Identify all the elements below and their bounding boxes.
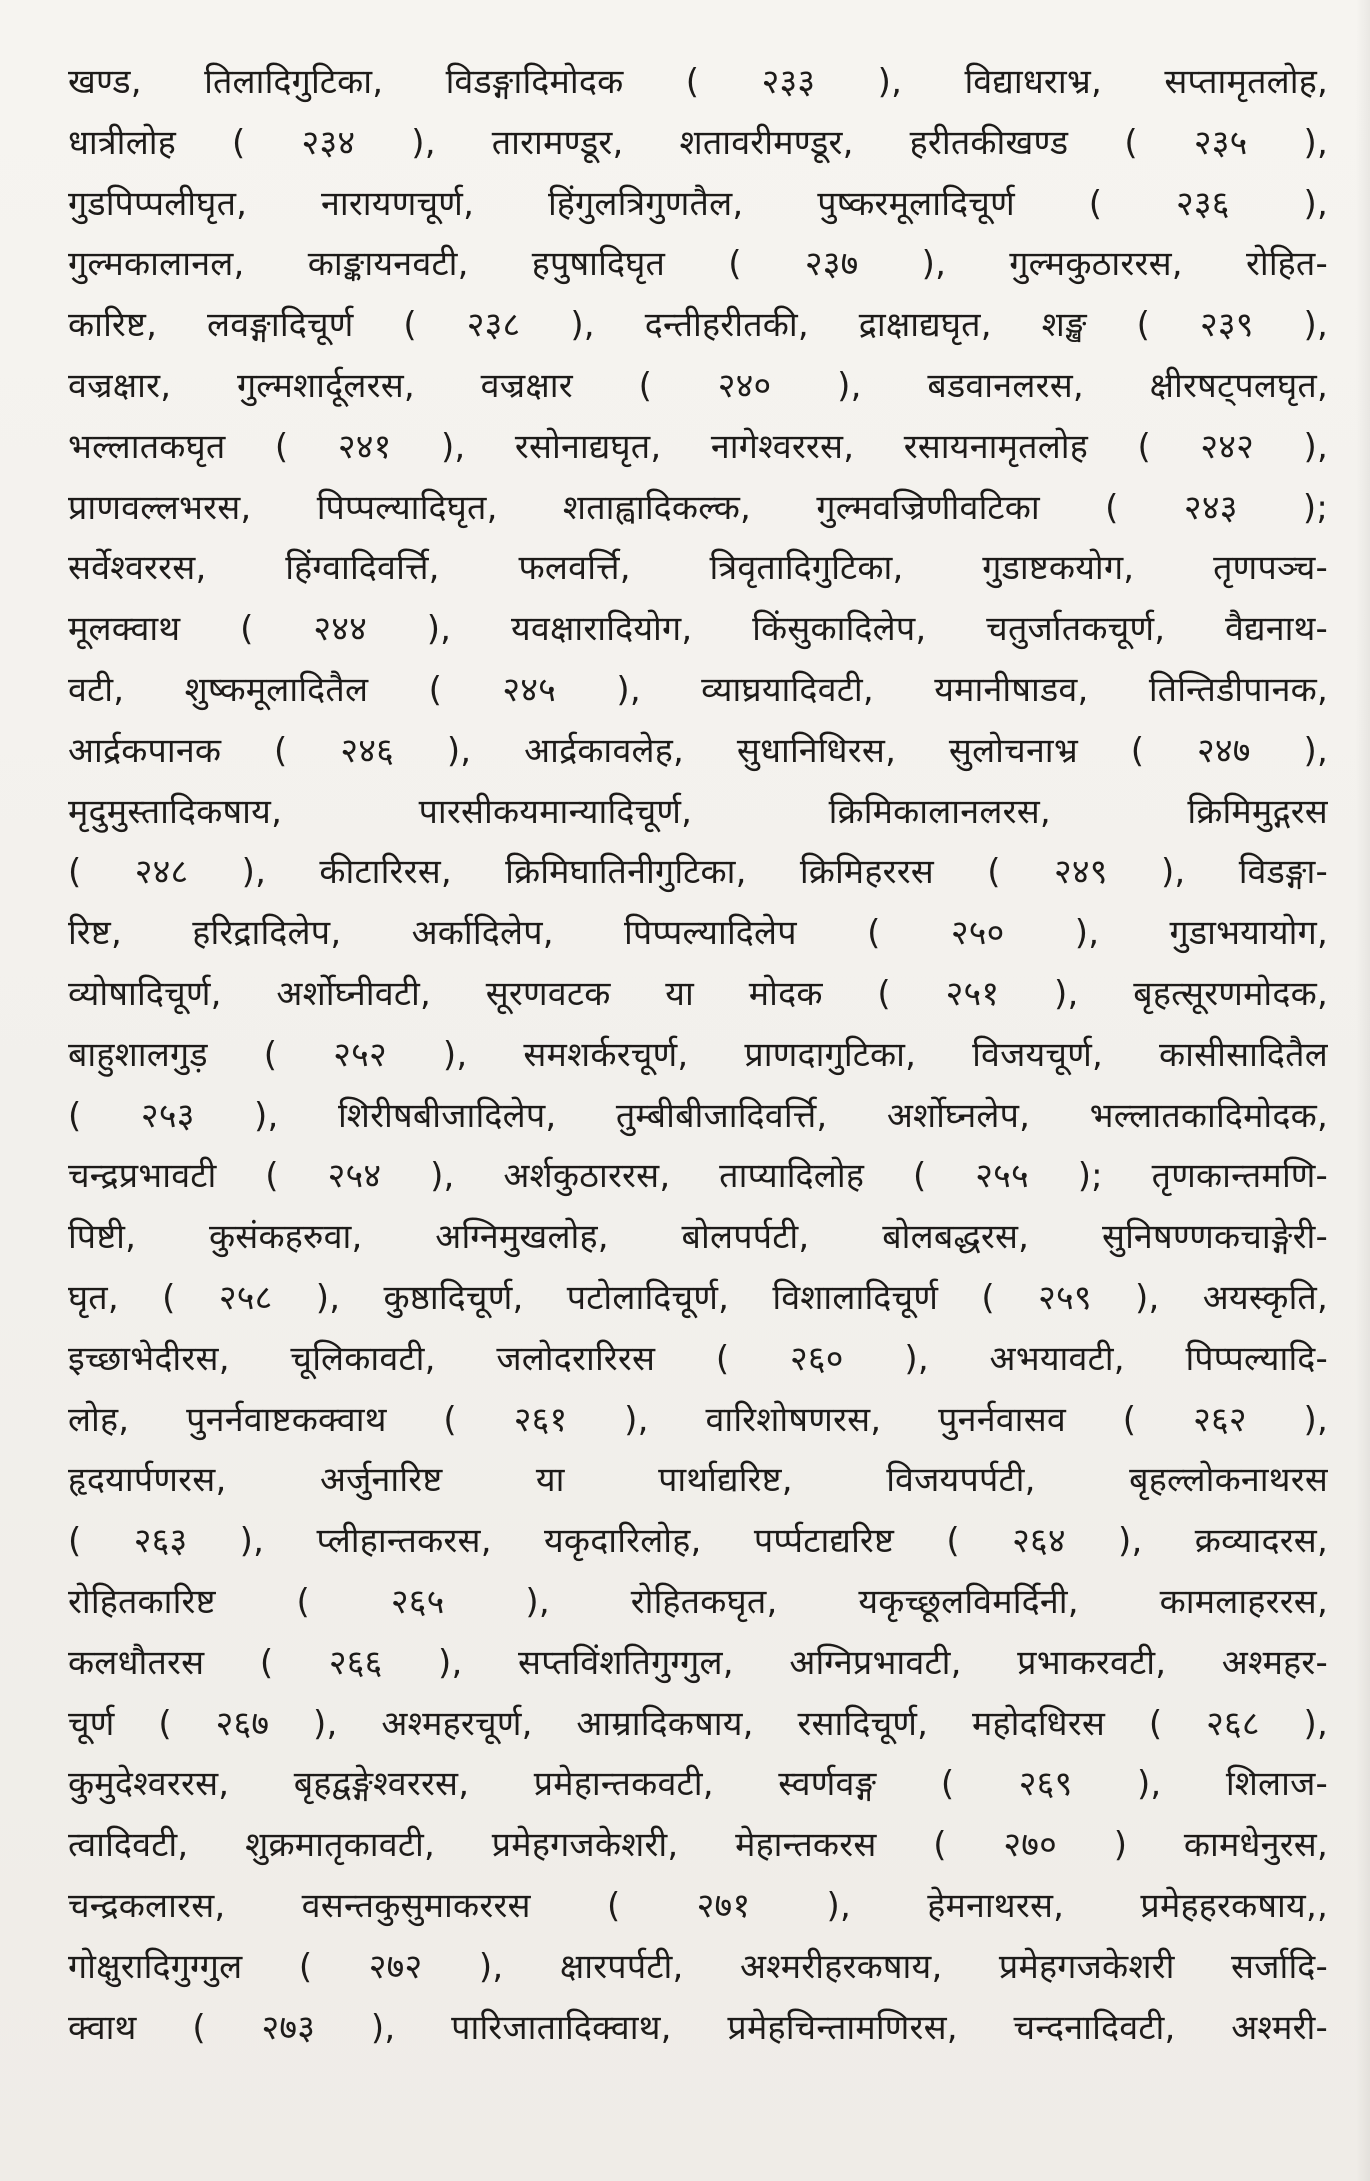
text-line-29: कुमुदेश्वररस, बृहद्वङ्गेश्वररस, प्रमेहान्तकवटी, स्वर्णवङ्ग ( २६९ ), शिलाज- xyxy=(68,1764,1328,1805)
text-line-14: ( २४८ ), कीटारिरस, क्रिमिघातिनीगुटिका, क्रिमिहररस ( २४९ ), विडङ्गा- xyxy=(68,852,1328,893)
text-line-27: कलधौतरस ( २६६ ), सप्तविंशतिगुग्गुल, अग्निप्रभावटी, प्रभाकरवटी, अश्महर- xyxy=(68,1642,1328,1683)
text-line-32: गोक्षुरादिगुग्गुल ( २७२ ), क्षारपर्पटी, अश्मरीहरकषाय, प्रमेहगजकेशरी सर्जादि- xyxy=(68,1946,1328,1987)
text-line-25: ( २६३ ), प्लीहान्तकरस, यकृदारिलोह, पर्प्पटाद्यरिष्ट ( २६४ ), क्रव्यादरस, xyxy=(68,1521,1328,1562)
text-line-18: ( २५३ ), शिरीषबीजादिलेप, तुम्बीबीजादिवर्त्ति, अर्शोघ्नलेप, भल्लातकादिमोदक, xyxy=(68,1095,1328,1136)
text-line-5: कारिष्ट, लवङ्गादिचूर्ण ( २३८ ), दन्तीहरीतकी, द्राक्षाद्यघृत, शङ्ख ( २३९ ), xyxy=(68,305,1328,346)
text-line-19: चन्द्रप्रभावटी ( २५४ ), अर्शकुठाररस, ताप्यादिलोह ( २५५ ); तृणकान्तमणि- xyxy=(68,1156,1328,1197)
text-line-11: वटी, शुष्कमूलादितैल ( २४५ ), व्याघ्रयादिवटी, यमानीषाडव, तिन्तिडीपानक, xyxy=(68,669,1328,710)
body-text xyxy=(68,52,1328,2058)
text-line-3: गुडपिप्पलीघृत, नारायणचूर्ण, हिंगुलत्रिगुणतैल, पुष्करमूलादिचूर्ण ( २३६ ), xyxy=(68,183,1328,224)
text-line-16: व्योषादिचूर्ण, अर्शोघ्नीवटी, सूरणवटक या मोदक ( २५१ ), बृहत्सूरणमोदक, xyxy=(68,973,1328,1014)
text-line-22: इच्छाभेदीरस, चूलिकावटी, जलोदरारिरस ( २६० ), अभयावटी, पिप्पल्यादि- xyxy=(68,1338,1328,1379)
text-line-9: सर्वेश्वररस, हिंग्वादिवर्त्ति, फलवर्त्ति, त्रिवृतादिगुटिका, गुडाष्टकयोग, तृणपञ्च- xyxy=(68,548,1328,589)
text-line-8: प्राणवल्लभरस, पिप्पल्यादिघृत, शताह्वादिकल्क, गुल्मवज्रिणीवटिका ( २४३ ); xyxy=(68,487,1328,528)
text-line-7: भल्लातकघृत ( २४१ ), रसोनाद्यघृत, नागेश्वररस, रसायनामृतलोह ( २४२ ), xyxy=(68,426,1328,467)
text-line-28: चूर्ण ( २६७ ), अश्महरचूर्ण, आम्रादिकषाय, रसादिचूर्ण, महोदधिरस ( २६८ ), xyxy=(68,1703,1328,1744)
text-line-17: बाहुशालगुड़ ( २५२ ), समशर्करचूर्ण, प्राणदागुटिका, विजयचूर्ण, कासीसादितैल xyxy=(68,1034,1328,1075)
text-line-1: खण्ड, तिलादिगुटिका, विडङ्गादिमोदक ( २३३ ), विद्याधराभ्र, सप्तामृतलोह, xyxy=(68,62,1328,102)
text-line-10: मूलक्वाथ ( २४४ ), यवक्षारादियोग, किंसुकादिलेप, चतुर्जातकचूर्ण, वैद्यनाथ- xyxy=(68,609,1328,650)
text-line-15: रिष्ट, हरिद्रादिलेप, अर्कादिलेप, पिप्पल्यादिलेप ( २५० ), गुडाभयायोग, xyxy=(68,913,1328,954)
text-line-30: त्वादिवटी, शुक्रमातृकावटी, प्रमेहगजकेशरी, मेहान्तकरस ( २७० ) कामधेनुरस, xyxy=(68,1825,1328,1866)
text-line-12: आर्द्रकपानक ( २४६ ), आर्द्रकावलेह, सुधानिधिरस, सुलोचनाभ्र ( २४७ ), xyxy=(68,730,1328,771)
text-line-31: चन्द्रकलारस, वसन्तकुसुमाकररस ( २७१ ), हेमनाथरस, प्रमेहहरकषाय,, xyxy=(68,1885,1328,1926)
text-line-26: रोहितकारिष्ट ( २६५ ), रोहितकघृत, यकृच्छूलविमर्दिनी, कामलाहररस, xyxy=(68,1581,1328,1622)
text-line-2: धात्रीलोह ( २३४ ), तारामण्डूर, शतावरीमण्डूर, हरीतकीखण्ड ( २३५ ), xyxy=(68,122,1328,163)
text-line-33: क्वाथ ( २७३ ), पारिजातादिक्वाथ, प्रमेहचिन्तामणिरस, चन्दनादिवटी, अश्मरी- xyxy=(68,2007,1328,2048)
text-line-6: वज्रक्षार, गुल्मशार्दूलरस, वज्रक्षार ( २४० ), बडवानलरस, क्षीरषट्पलघृत, xyxy=(68,365,1328,406)
text-line-13: मृदुमुस्तादिकषाय, पारसीकयमान्यादिचूर्ण, क्रिमिकालानलरस, क्रिमिमुद्गरस xyxy=(68,791,1328,832)
text-line-23: लोह, पुनर्नवाष्टकक्वाथ ( २६१ ), वारिशोषणरस, पुनर्नवासव ( २६२ ), xyxy=(68,1399,1328,1440)
page-edge-shadow xyxy=(1356,0,1370,2181)
text-line-20: पिष्टी, कुसंकहरुवा, अग्निमुखलोह, बोलपर्पटी, बोलबद्धरस, सुनिषण्णकचाङ्गेरी- xyxy=(68,1217,1328,1258)
text-line-24: हृदयार्पणरस, अर्जुनारिष्ट या पार्थाद्यरिष्ट, विजयपर्पटी, बृहल्लोकनाथरस xyxy=(68,1460,1328,1501)
text-line-21: घृत, ( २५८ ), कुष्ठादिचूर्ण, पटोलादिचूर्ण, विशालादिचूर्ण ( २५९ ), अयस्कृति, xyxy=(68,1277,1328,1318)
text-line-4: गुल्मकालानल, काङ्कायनवटी, हपुषादिघृत ( २३७ ), गुल्मकुठाररस, रोहित- xyxy=(68,244,1328,285)
